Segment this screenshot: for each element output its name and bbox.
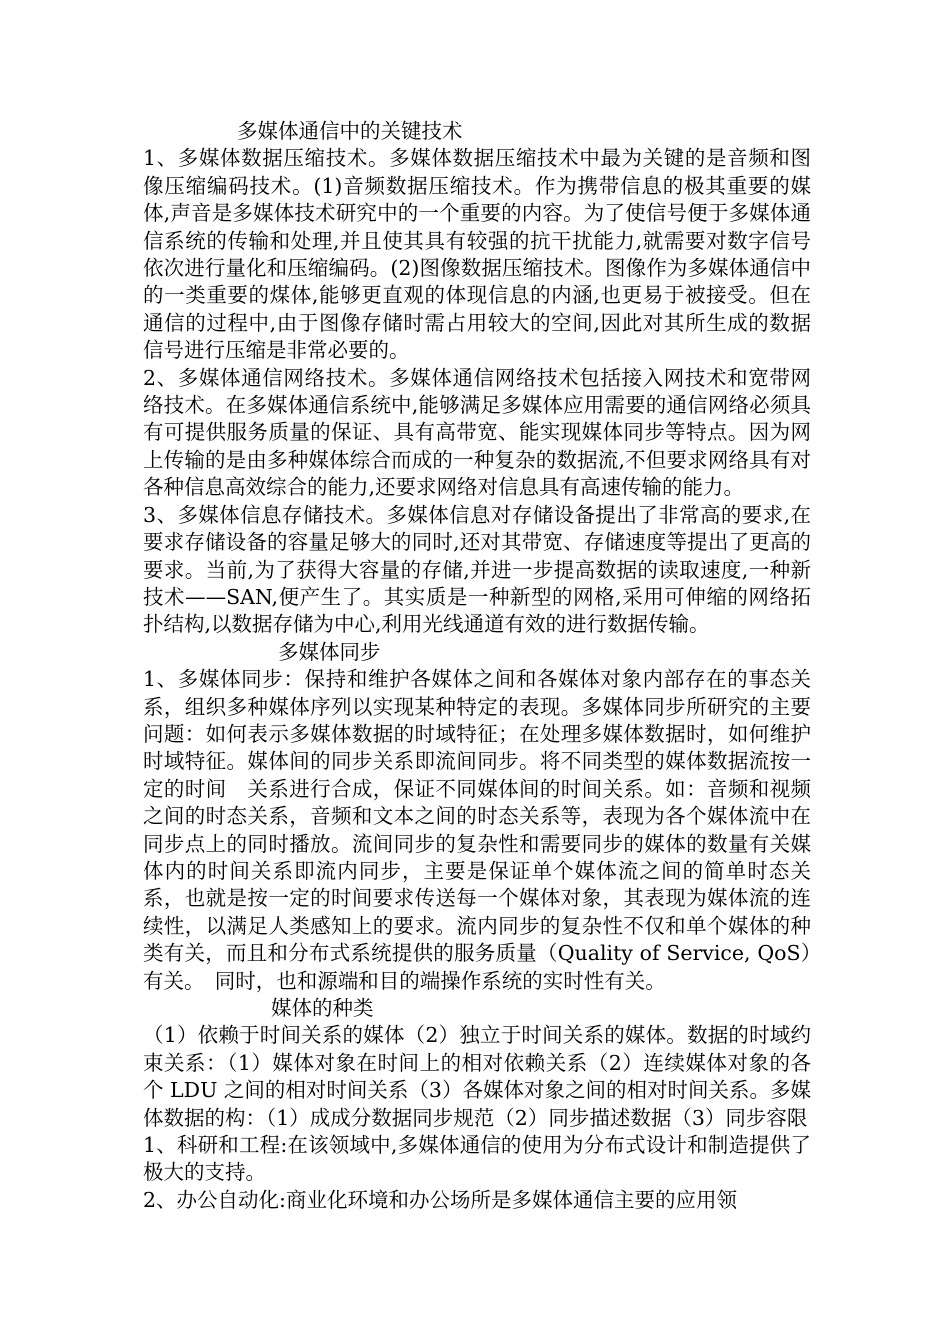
section-title-media-types: 媒体的种类 — [271, 996, 374, 1020]
paragraph-network: 2、多媒体通信网络技术。多媒体通信网络技术包括接入网技术和宽带网络技术。在多媒体通信系统中,能够满足多媒体应用需要的通信网络必须具有可提供服务质量的保证、具有高带宽、能实现媒体同步等特点。因为网上传输的是由多种媒体综合而成的一种复杂的数据流,不但要求网络具有对各种信息高效综合的能力,还要求网络对信息具有高速传输的能力。 — [143, 365, 811, 500]
paragraph-storage: 3、多媒体信息存储技术。多媒体信息对存储设备提出了非常高的要求,在要求存储设备的容量足够大的同时,还对其带宽、存储速度等提出了更高的要求。当前,为了获得大容量的存储,并进一步提高数据的读取速度,一种新技术——SAN,便产生了。其实质是一种新型的网格,采用可伸缩的网络拓扑结构,以数据存储为中心,利用光线通道有效的进行数据传输。 — [143, 502, 811, 637]
document-page — [143, 118, 811, 1214]
section-title-sync: 多媒体同步 — [278, 639, 381, 664]
section-title-key-technologies: 多媒体通信中的关键技术 — [237, 119, 463, 143]
paragraph-compression: 1、多媒体数据压缩技术。多媒体数据压缩技术中最为关键的是音频和图像压缩编码技术。(1)音频数据压缩技术。作为携带信息的极其重要的媒体,声音是多媒体技术研究中的一个重要的内容。为了使信号便于多媒体通信系统的传输和处理,并且使其具有较强的抗干扰能力,就需要对数字信号依次进行量化和压缩编码。(2)图像数据压缩技术。图像作为多媒体通信中的一类重要的煤体,能够更直观的体现信息的内涵,也更易于被接受。但在通信的过程中,由于图像存储时需占用较大的空间,因此对其所生成的数据信号进行压缩是非常必要的。 — [143, 146, 811, 363]
paragraph-research: 1、科研和工程:在该领域中,多媒体通信的使用为分布式设计和制造提供了极大的支持。 — [143, 1133, 811, 1185]
paragraph-office: 2、办公自动化:商业化环境和办公场所是多媒体通信主要的应用领 — [143, 1187, 737, 1212]
paragraph-media-types: （1）依赖于时间关系的媒体（2）独立于时间关系的媒体。数据的时域约束关系：（1）媒体对象在时间上的相对依赖关系（2）连续媒体对象的各个 LDU 之间的相对时间关系（3）各媒体对象之间的相对时间关系。多媒体数据的构：（1）成成分数据同步规范（2）同步描述数据（3）同步容限 — [143, 1023, 811, 1130]
paragraph-sync: 1、多媒体同步：保持和维护各媒体之间和各媒体对象内部存在的事态关系，组织多种媒体序列以实现某种特定的表现。多媒体同步所研究的主要问题：如何表示多媒体数据的时域特征；在处理多媒体数据时，如何维护时域特征。媒体间的同步关系即流间同步。将不同类型的媒体数据流按一定的时间 关系进行合成，保证不同媒体间的时间关系。如：音频和视频之间的时态关系，音频和文本之间的时态关系等，表现为各个媒体流中在同步点上的同时播放。流间同步的复杂性和需要同步的媒体的数量有关媒体内的时间关系即流内同步，主要是保证单个媒体流之间的简单时态关系，也就是按一定的时间要求传送每一个媒体对象，其表现为媒体流的连续性，以满足人类感知上的要求。流内同步的复杂性不仅和单个媒体的种类有关，而且和分布式系统提供的服务质量（Quality of Service, QoS）有关。 同时，也和源端和目的端操作系统的实时性有关。 — [143, 667, 811, 993]
